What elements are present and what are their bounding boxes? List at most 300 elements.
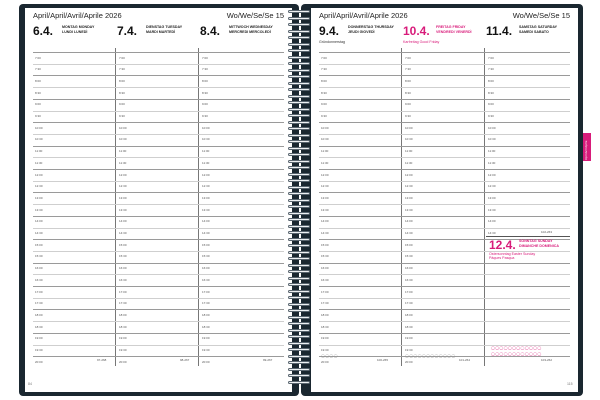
time-label: 13:30 xyxy=(119,207,127,212)
time-label: 8:00 xyxy=(202,78,208,83)
spiral-coil xyxy=(288,296,310,299)
spiral-coil xyxy=(288,166,310,169)
hour-line xyxy=(33,122,284,123)
time-label: 15:30 xyxy=(405,254,413,259)
time-label: 13:30 xyxy=(35,207,43,212)
time-label: 8:00 xyxy=(321,78,327,83)
spiral-coil xyxy=(288,36,310,39)
time-label: 14:00 xyxy=(202,219,210,224)
time-label: 10:00 xyxy=(119,125,127,130)
hour-line xyxy=(33,286,284,287)
hour-line xyxy=(33,345,284,346)
time-label: 11:30 xyxy=(488,160,496,165)
time-label: 16:30 xyxy=(405,277,413,282)
time-label: 12:30 xyxy=(321,184,329,189)
time-label: 9:30 xyxy=(405,114,411,118)
time-label: 17:30 xyxy=(202,301,210,306)
holiday-note: Pâques Pasqua xyxy=(489,256,515,260)
time-label: 17:00 xyxy=(119,289,127,294)
time-label: 13:30 xyxy=(488,207,496,212)
month-tab-label: April Avril Aprile xyxy=(584,140,588,160)
time-label: 10:30 xyxy=(405,137,413,142)
time-label: 9:30 xyxy=(488,114,494,118)
hour-line xyxy=(33,181,284,182)
holiday-note: Karfreitag Good Friday xyxy=(403,40,440,44)
time-label: 8:30 xyxy=(202,90,208,95)
week-code: 102-263 xyxy=(541,230,553,234)
time-label: 16:00 xyxy=(321,266,329,271)
hour-line xyxy=(319,87,570,88)
time-label: 10:30 xyxy=(119,137,127,142)
day-number: 10.4. xyxy=(403,24,430,38)
hour-line xyxy=(33,333,284,334)
time-label: 9:30 xyxy=(119,114,125,118)
spiral-coil xyxy=(288,134,310,137)
time-label: 19:00 xyxy=(405,336,413,341)
hour-line xyxy=(319,75,570,76)
moon-phase-circles: ◯◯◯◯◯◯◯◯◯◯◯◯ xyxy=(491,346,542,350)
week-code: 97-268 xyxy=(97,358,107,362)
time-label: 13:00 xyxy=(119,195,127,200)
time-label: 13:30 xyxy=(405,207,413,212)
time-label: 15:30 xyxy=(119,254,127,259)
spiral-coil xyxy=(288,147,310,150)
time-label: 8:00 xyxy=(405,78,411,83)
day-name-alt: LUNDI LUNEDÌ xyxy=(62,30,88,34)
hour-line xyxy=(33,356,284,357)
column-divider xyxy=(198,48,199,366)
time-label: 11:00 xyxy=(321,149,329,154)
day-name: DIENSTAG TUESDAY xyxy=(146,25,183,29)
day-number: 6.4. xyxy=(33,24,54,38)
time-label: 8:00 xyxy=(488,78,494,83)
spiral-coil xyxy=(288,49,310,52)
hour-line xyxy=(33,52,284,53)
time-label: 16:00 xyxy=(202,266,210,271)
month-title: April/April/Avril/Aprile 2026 xyxy=(319,11,408,20)
time-label: 11:30 xyxy=(35,160,43,165)
time-label: 16:00 xyxy=(405,266,413,271)
hour-line xyxy=(33,192,284,193)
time-label: 18:00 xyxy=(119,312,127,317)
time-label: 19:30 xyxy=(119,348,127,352)
time-label: 8:30 xyxy=(405,90,411,95)
hour-line xyxy=(33,274,284,275)
day-number: 11.4. xyxy=(486,24,513,38)
time-label: 18:00 xyxy=(405,312,413,317)
hour-line xyxy=(319,146,570,147)
spiral-coil xyxy=(288,121,310,124)
time-label: 11:00 xyxy=(405,149,413,154)
hour-line xyxy=(33,239,284,240)
day-name-alt: SAMEDI SABATO xyxy=(519,30,549,34)
time-label: 10:30 xyxy=(488,137,496,142)
day-name: FREITAG FRIDAY xyxy=(436,25,466,29)
hour-line xyxy=(33,251,284,252)
hour-line xyxy=(319,99,570,100)
time-label: 14:30 xyxy=(119,231,127,235)
hour-line xyxy=(33,146,284,147)
time-label: 11:30 xyxy=(405,160,413,165)
spiral-coil xyxy=(288,342,310,345)
spiral-coil xyxy=(288,17,310,20)
hour-line xyxy=(319,169,570,170)
time-label: 15:00 xyxy=(321,242,329,247)
time-label: 14:00 xyxy=(405,219,413,224)
time-label: 9:00 xyxy=(488,102,494,107)
time-label: 20:00 xyxy=(321,359,329,364)
hour-line xyxy=(319,52,570,53)
time-label: 14:30 xyxy=(405,231,413,235)
spiral-coil xyxy=(288,199,310,202)
time-label: 9:30 xyxy=(35,114,41,118)
moon-phase-circles: ◯◯◯◯ xyxy=(321,354,338,358)
day-number: 7.4. xyxy=(117,24,138,38)
time-label: 11:30 xyxy=(202,160,210,165)
spiral-coil xyxy=(288,56,310,59)
spiral-coil xyxy=(288,62,310,65)
hour-line xyxy=(319,228,570,229)
hour-line xyxy=(33,309,284,310)
hour-line xyxy=(33,169,284,170)
day-number: 12.4. xyxy=(489,238,516,252)
hour-line xyxy=(319,204,570,205)
week-code: 101-264 xyxy=(459,358,471,362)
time-label: 15:30 xyxy=(202,254,210,259)
time-label: 9:30 xyxy=(202,114,208,118)
spiral-coil xyxy=(288,251,310,254)
time-label: 7:30 xyxy=(119,67,125,72)
time-label: 8:30 xyxy=(321,90,327,95)
week-code: 103-262 xyxy=(541,358,553,362)
spiral-coil xyxy=(288,283,310,286)
time-label: 8:00 xyxy=(35,78,41,83)
spiral-coil xyxy=(288,88,310,91)
time-label: 10:00 xyxy=(35,125,43,130)
time-label: 14:30 xyxy=(488,231,496,235)
page-number: 84 xyxy=(28,382,32,386)
time-label: 10:30 xyxy=(35,137,43,142)
time-label: 12:00 xyxy=(119,172,127,177)
time-label: 17:30 xyxy=(321,301,329,306)
day-name-alt: MARDI MARTEDÌ xyxy=(146,30,176,34)
time-label: 7:00 xyxy=(119,55,125,60)
hour-line xyxy=(33,263,284,264)
time-label: 19:30 xyxy=(321,348,329,352)
spiral-coil xyxy=(288,69,310,72)
day-name: SONNTAG SUNDAY xyxy=(519,239,553,243)
spiral-coil xyxy=(288,329,310,332)
time-label: 18:30 xyxy=(35,324,43,329)
spiral-coil xyxy=(288,231,310,234)
time-label: 20:00 xyxy=(119,359,127,364)
time-label: 15:00 xyxy=(119,242,127,247)
column-divider xyxy=(484,48,485,366)
time-label: 16:30 xyxy=(35,277,43,282)
time-label: 12:30 xyxy=(405,184,413,189)
spiral-coil xyxy=(288,303,310,306)
hour-line xyxy=(319,122,570,123)
hour-line xyxy=(319,192,570,193)
spiral-coil xyxy=(288,348,310,351)
time-label: 9:30 xyxy=(321,114,327,118)
time-label: 14:30 xyxy=(202,231,210,235)
time-label: 11:00 xyxy=(35,149,43,154)
spiral-coil xyxy=(288,153,310,156)
week-code: 98-267 xyxy=(180,358,190,362)
time-label: 13:30 xyxy=(202,207,210,212)
hour-line xyxy=(319,157,570,158)
week-code: 100-265 xyxy=(377,358,389,362)
hour-line xyxy=(33,157,284,158)
time-label: 18:30 xyxy=(405,324,413,329)
spiral-coil xyxy=(288,212,310,215)
time-label: 10:00 xyxy=(202,125,210,130)
spiral-coil xyxy=(288,225,310,228)
day-name-alt: VENDREDI VENERDÌ xyxy=(436,30,472,34)
time-label: 16:00 xyxy=(119,266,127,271)
spiral-coil xyxy=(288,127,310,130)
day-name: DONNERSTAG THURSDAY xyxy=(348,25,394,29)
hour-line xyxy=(33,228,284,229)
time-label: 18:30 xyxy=(202,324,210,329)
time-label: 17:30 xyxy=(405,301,413,306)
spiral-coil xyxy=(288,361,310,364)
spiral-coil xyxy=(288,205,310,208)
time-label: 11:30 xyxy=(321,160,329,165)
day-number: 8.4. xyxy=(200,24,221,38)
time-label: 7:00 xyxy=(405,55,411,60)
spiral-coil xyxy=(288,316,310,319)
time-label: 19:30 xyxy=(35,348,43,352)
time-label: 14:00 xyxy=(119,219,127,224)
time-label: 8:30 xyxy=(488,90,494,95)
time-label: 7:00 xyxy=(488,55,494,60)
time-label: 16:00 xyxy=(35,266,43,271)
time-label: 7:30 xyxy=(35,67,41,72)
time-label: 12:00 xyxy=(35,172,43,177)
holiday-note: Gründonnerstag xyxy=(319,40,345,44)
time-label: 12:00 xyxy=(202,172,210,177)
time-label: 17:30 xyxy=(35,301,43,306)
spiral-coil xyxy=(288,290,310,293)
time-label: 17:00 xyxy=(35,289,43,294)
column-divider xyxy=(401,48,402,366)
time-label: 17:00 xyxy=(202,289,210,294)
spiral-coil xyxy=(288,322,310,325)
time-label: 8:00 xyxy=(119,78,125,83)
time-label: 18:00 xyxy=(35,312,43,317)
time-label: 19:00 xyxy=(35,336,43,341)
spiral-coil xyxy=(288,160,310,163)
day-number: 9.4. xyxy=(319,24,340,38)
moon-phase-circles: ◯◯◯◯◯◯◯◯◯◯◯◯ xyxy=(405,354,456,358)
hour-line xyxy=(319,111,570,112)
time-label: 9:00 xyxy=(202,102,208,107)
time-label: 7:00 xyxy=(321,55,327,60)
spiral-coil xyxy=(288,140,310,143)
hour-line xyxy=(319,181,570,182)
hour-line xyxy=(33,64,284,65)
time-label: 9:00 xyxy=(321,102,327,107)
spiral-coil xyxy=(288,23,310,26)
right-page xyxy=(311,8,578,392)
time-label: 15:30 xyxy=(321,254,329,259)
spiral-coil xyxy=(288,75,310,78)
time-label: 7:00 xyxy=(202,55,208,60)
hour-line xyxy=(33,87,284,88)
time-label: 18:00 xyxy=(202,312,210,317)
time-label: 7:30 xyxy=(488,67,494,72)
left-page xyxy=(25,8,292,392)
time-label: 19:00 xyxy=(321,336,329,341)
spiral-coil xyxy=(288,218,310,221)
spiral-coil xyxy=(288,43,310,46)
hour-line xyxy=(319,216,570,217)
month-title: April/April/Avril/Aprile 2026 xyxy=(33,11,122,20)
day-name-alt: DIMANCHE DOMENICA xyxy=(519,244,559,248)
spiral-coil xyxy=(288,114,310,117)
time-label: 17:30 xyxy=(119,301,127,306)
spiral-coil xyxy=(288,10,310,13)
spiral-coil xyxy=(288,355,310,358)
month-tab[interactable] xyxy=(583,133,591,161)
time-label: 10:00 xyxy=(405,125,413,130)
time-label: 15:00 xyxy=(405,242,413,247)
spiral-coil xyxy=(288,381,310,384)
holiday-note: Ostersonntag Easter Sunday xyxy=(489,252,536,256)
time-label: 13:00 xyxy=(202,195,210,200)
day-name: SAMSTAG SATURDAY xyxy=(519,25,558,29)
time-label: 14:00 xyxy=(35,219,43,224)
time-label: 10:00 xyxy=(321,125,329,130)
spiral-coil xyxy=(288,30,310,33)
hour-line xyxy=(33,75,284,76)
time-label: 9:00 xyxy=(35,102,41,107)
spiral-coil xyxy=(288,270,310,273)
time-label: 14:00 xyxy=(488,219,496,224)
time-label: 13:00 xyxy=(405,195,413,200)
spiral-coil xyxy=(288,309,310,312)
spiral-coil xyxy=(288,244,310,247)
spiral-coil xyxy=(288,264,310,267)
sunday-divider xyxy=(486,236,570,237)
day-name: MITTWOCH WEDNESDAY xyxy=(229,25,273,29)
spiral-binding xyxy=(288,10,312,394)
spiral-coil xyxy=(288,173,310,176)
hour-line xyxy=(33,204,284,205)
time-label: 11:30 xyxy=(119,160,127,165)
spiral-coil xyxy=(288,179,310,182)
sunday-box xyxy=(489,238,570,362)
time-label: 12:00 xyxy=(488,172,496,177)
spiral-coil xyxy=(288,374,310,377)
time-label: 12:30 xyxy=(202,184,210,189)
time-label: 13:30 xyxy=(321,207,329,212)
time-label: 14:00 xyxy=(321,219,329,224)
time-label: 11:00 xyxy=(202,149,210,154)
page-number: 115 xyxy=(567,382,573,386)
column-divider xyxy=(115,48,116,366)
time-label: 7:00 xyxy=(35,55,41,60)
spiral-coil xyxy=(288,257,310,260)
time-label: 16:30 xyxy=(119,277,127,282)
time-label: 18:00 xyxy=(321,312,329,317)
time-label: 19:30 xyxy=(405,348,413,352)
time-label: 20:00 xyxy=(405,359,413,364)
time-label: 9:00 xyxy=(405,102,411,107)
hour-line xyxy=(33,298,284,299)
time-label: 8:30 xyxy=(119,90,125,95)
time-label: 17:00 xyxy=(405,289,413,294)
time-label: 19:00 xyxy=(202,336,210,341)
hour-line xyxy=(33,134,284,135)
time-label: 15:30 xyxy=(35,254,43,259)
time-label: 16:30 xyxy=(321,277,329,282)
time-label: 8:30 xyxy=(35,90,41,95)
time-label: 18:30 xyxy=(119,324,127,329)
time-label: 20:00 xyxy=(35,359,43,364)
time-label: 12:30 xyxy=(35,184,43,189)
time-label: 11:00 xyxy=(488,149,496,154)
hour-line xyxy=(33,111,284,112)
day-name: MONTAG MONDAY xyxy=(62,25,95,29)
spiral-coil xyxy=(288,186,310,189)
spiral-coil xyxy=(288,101,310,104)
spiral-coil xyxy=(288,192,310,195)
time-label: 13:00 xyxy=(321,195,329,200)
time-label: 19:00 xyxy=(119,336,127,341)
week-title: Wo/We/Se/Se 15 xyxy=(512,11,570,20)
time-label: 7:30 xyxy=(202,67,208,72)
hour-line xyxy=(33,321,284,322)
time-label: 11:00 xyxy=(119,149,127,154)
time-label: 10:30 xyxy=(321,137,329,142)
spiral-coil xyxy=(288,95,310,98)
time-label: 12:30 xyxy=(119,184,127,189)
spiral-coil xyxy=(288,277,310,280)
time-label: 18:30 xyxy=(321,324,329,329)
time-label: 12:00 xyxy=(321,172,329,177)
time-label: 16:30 xyxy=(202,277,210,282)
time-label: 7:30 xyxy=(321,67,327,72)
time-label: 19:30 xyxy=(202,348,210,352)
hour-line xyxy=(33,216,284,217)
time-label: 10:00 xyxy=(488,125,496,130)
day-name-alt: JEUDI GIOVEDÌ xyxy=(348,30,375,34)
time-label: 13:00 xyxy=(35,195,43,200)
time-label: 20:00 xyxy=(202,359,210,364)
moon-phase-circles: ◯◯◯◯◯◯◯◯◯◯◯◯ xyxy=(491,352,542,356)
time-label: 12:30 xyxy=(488,184,496,189)
time-label: 15:00 xyxy=(202,242,210,247)
spiral-coil xyxy=(288,368,310,371)
time-label: 14:30 xyxy=(321,231,329,235)
week-code: 99-267 xyxy=(263,358,273,362)
week-title: Wo/We/Se/Se 15 xyxy=(226,11,284,20)
spiral-coil xyxy=(288,238,310,241)
time-label: 14:30 xyxy=(35,231,43,235)
day-name-alt: MERCREDI MERCOLEDÌ xyxy=(229,30,271,34)
hour-line xyxy=(319,134,570,135)
hour-line xyxy=(33,99,284,100)
time-label: 17:00 xyxy=(321,289,329,294)
time-label: 9:00 xyxy=(119,102,125,107)
spiral-coil xyxy=(288,335,310,338)
spiral-coil xyxy=(288,82,310,85)
spiral-coil xyxy=(288,108,310,111)
time-label: 13:00 xyxy=(488,195,496,200)
